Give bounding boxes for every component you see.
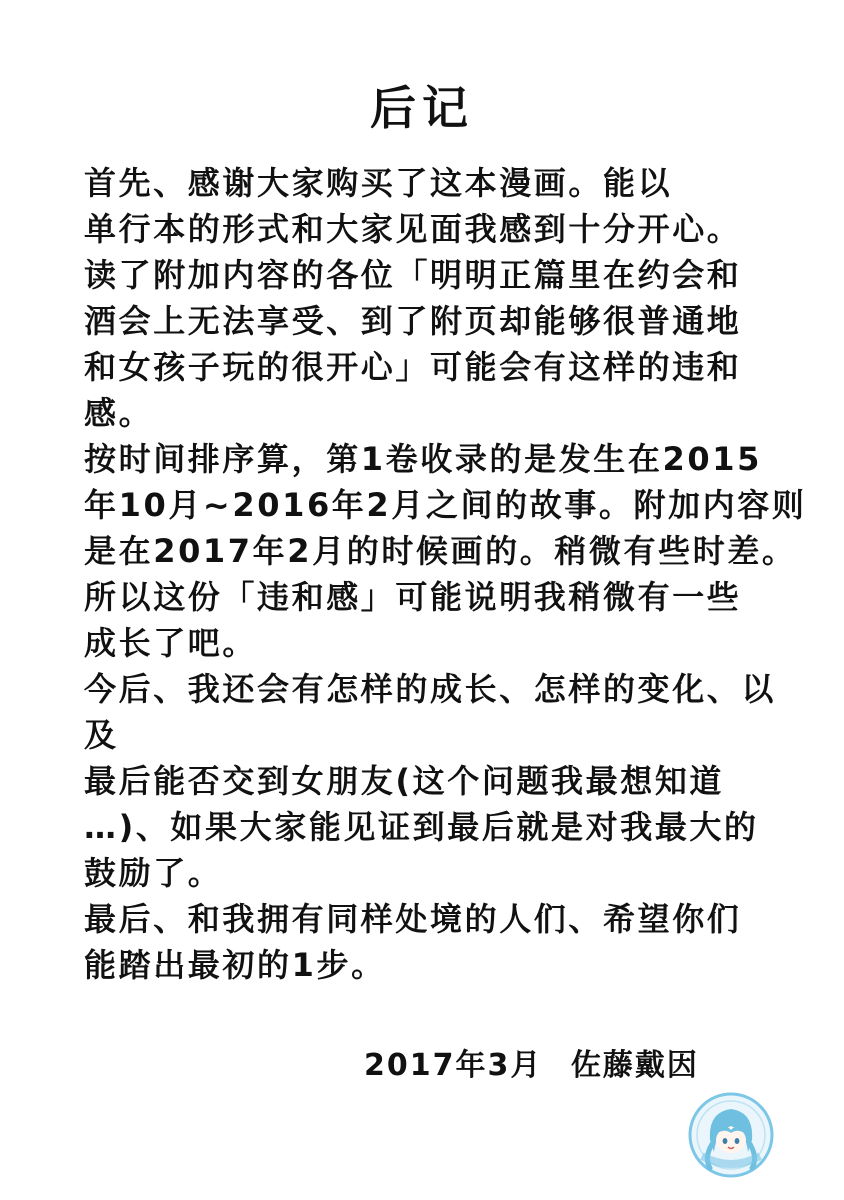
signature-date: 2017年3月 (364, 1048, 543, 1083)
text-line: …)、如果大家能见证到最后就是对我最大的 (84, 808, 759, 846)
text-line: 单行本的形式和大家见面我感到十分开心。 (84, 210, 742, 248)
signature-author: 佐藤戴因 (570, 1048, 699, 1083)
text-line: 今后、我还会有怎样的成长、怎样的变化、以 (84, 670, 777, 708)
text-line: 鼓励了。 (84, 854, 223, 892)
text-line: 读了附加内容的各位「明明正篇里在约会和 (84, 256, 742, 294)
text-line: 感。 (84, 394, 154, 432)
text-line: 能踏出最初的1步。 (84, 946, 386, 984)
text-line: 最后、和我拥有同样处境的人们、希望你们 (84, 900, 742, 938)
mascot-stamp-icon (688, 1092, 774, 1178)
text-line: 最后能否交到女朋友(这个问题我最想知道 (84, 762, 725, 800)
signature (364, 1040, 699, 1084)
text-line: 和女孩子玩的很开心」可能会有这样的违和 (84, 348, 742, 386)
text-line: 及 (84, 716, 119, 754)
text-line: 酒会上无法享受、到了附页却能够很普通地 (84, 302, 742, 340)
text-line: 首先、感谢大家购买了这本漫画。能以 (84, 164, 673, 202)
text-line: 按时间排序算，第1卷收录的是发生在2015 (84, 440, 762, 478)
text-line: 成长了吧。 (84, 624, 258, 662)
text-line: 年10月~2016年2月之间的故事。附加内容则 (84, 486, 807, 524)
text-line: 是在2017年2月的时候画的。稍微有些时差。 (84, 532, 797, 570)
page-title: 后记 (370, 81, 474, 135)
afterword-body (84, 160, 807, 988)
text-line: 所以这份「违和感」可能说明我稍微有一些 (84, 578, 742, 616)
